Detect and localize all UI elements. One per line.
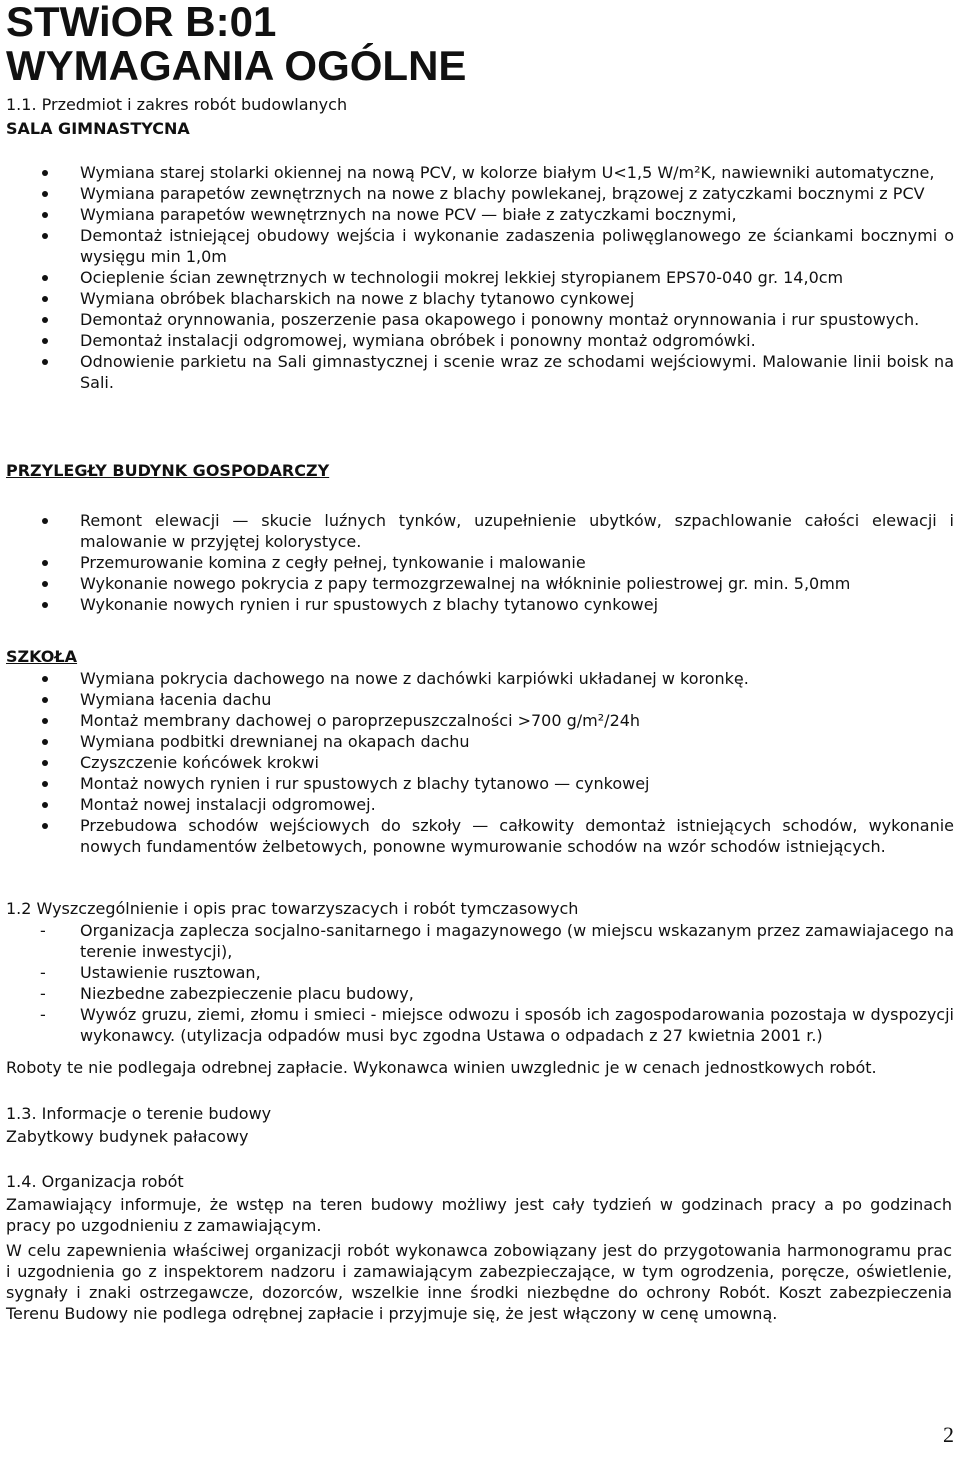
szkola-list	[0, 668, 954, 857]
gosp-list	[0, 510, 954, 615]
list-item	[0, 510, 954, 552]
bullet-icon	[42, 718, 48, 724]
list-item-text: Montaż nowych rynien i rur spustowych z blachy tytanowo — cynkowej	[80, 774, 650, 793]
bullet-icon	[42, 823, 48, 829]
list-item	[0, 1004, 954, 1046]
list-item	[0, 552, 954, 573]
bullet-icon	[42, 781, 48, 787]
list-item-text: Montaż membrany dachowej o paroprzepuszczalności >700 g/m²/24h	[80, 711, 641, 730]
section-1-3-heading: 1.3. Informacje o terenie budowy	[6, 1104, 272, 1123]
sala-heading: SALA GIMNASTYCNA	[6, 119, 190, 138]
szkola-heading-text: SZKOŁA	[6, 647, 78, 666]
list-item	[0, 920, 954, 962]
gosp-heading-text: PRZYLEGŁY BUDYNK GOSPODARCZY	[6, 461, 330, 480]
bullet-icon	[42, 359, 48, 365]
list-item	[0, 204, 954, 225]
gosp-heading	[6, 460, 329, 481]
bullet-icon	[42, 338, 48, 344]
list-item-text: Organizacja zaplecza socjalno-sanitarnego i magazynowego (w miejscu wskazanym przez zamawiajacego na terenie inwestycji),	[80, 921, 954, 961]
list-item-text: Montaż nowej instalacji odgromowej.	[80, 795, 376, 814]
bullet-icon	[42, 296, 48, 302]
list-item-text: Demontaż istniejącej obudowy wejścia i wykonanie zadaszenia poliwęglanowego ze ściankami bocznymi o wysięgu min 1,0m	[80, 226, 954, 266]
list-item-text: Niezbedne zabezpieczenie placu budowy,	[80, 984, 414, 1003]
list-item	[0, 710, 954, 731]
bullet-icon	[42, 212, 48, 218]
list-item-text: Wymiana parapetów wewnętrznych na nowe PCV — białe z zatyczkami bocznymi,	[80, 205, 737, 224]
list-item-text: Wykonanie nowych rynien i rur spustowych z blachy tytanowo cynkowej	[80, 595, 659, 614]
bullet-icon	[42, 170, 48, 176]
s13-text: Zabytkowy budynek pałacowy	[6, 1127, 249, 1146]
document-title-line2: WYMAGANIA OGÓLNE	[6, 42, 467, 89]
section-1-2-heading: 1.2 Wyszczególnienie i opis prac towarzyszacych i robót tymczasowych	[6, 899, 579, 918]
list-item-text: Demontaż orynnowania, poszerzenie pasa okapowego i ponowny montaż orynnowania i rur spustowych.	[80, 310, 920, 329]
list-item-text: Wymiana podbitki drewnianej na okapach dachu	[80, 732, 470, 751]
bullet-icon	[42, 676, 48, 682]
list-item-text: Wymiana łacenia dachu	[80, 690, 272, 709]
bullet-icon	[42, 739, 48, 745]
dash-icon: -	[40, 921, 46, 940]
list-item-text: Odnowienie parkietu na Sali gimnastycznej i scenie wraz ze schodami wejściowymi. Malowanie linii boisk na Sali.	[80, 352, 954, 392]
list-item-text: Remont elewacji — skucie luźnych tynków, uzupełnienie ubytków, szpachlowanie całości elewacji i malowanie w przyjętej kolorystyce.	[80, 511, 954, 551]
list-item	[0, 773, 954, 794]
list-item-text: Wymiana starej stolarki okiennej na nową PCV, w kolorze białym U<1,5 W/m²K, nawiewniki automatyczne,	[80, 163, 935, 182]
list-item	[0, 351, 954, 393]
bullet-icon	[42, 760, 48, 766]
document-title-line1: STWiOR B:01	[6, 0, 277, 45]
list-item-text: Wymiana pokrycia dachowego na nowe z dachówki karpiówki układanej w koronkę.	[80, 669, 749, 688]
list-item	[0, 668, 954, 689]
list-item-text: Przebudowa schodów wejściowych do szkoły — całkowity demontaż istniejących schodów, wykonanie nowych fundamentów żelbetowych, ponowne wymurowanie schodów na wzór schodów istniejących.	[80, 816, 954, 856]
list-item-text: Wywóz gruzu, ziemi, złomu i smieci - miejsce odwozu i sposób ich zagospodarowania pozostaja w dyspozycji wykonawcy. (utylizacja odpadów musi byc zgodna Ustawa o odpadach z 27 kwietnia 2001 r.)	[80, 1005, 954, 1045]
list-item	[0, 815, 954, 857]
s12-note: Roboty te nie podlegaja odrebnej zapłacie. Wykonawca winien uwzglednic je w cenach jednostkowych robót.	[6, 1058, 877, 1077]
bullet-icon	[42, 317, 48, 323]
szkola-heading	[6, 646, 77, 667]
list-item	[0, 689, 954, 710]
bullet-icon	[42, 697, 48, 703]
bullet-icon	[42, 802, 48, 808]
s14-paragraph-2: W celu zapewnienia właściwej organizacji robót wykonawca zobowiązany jest do przygotowania harmonogramu prac i uzgodnienia go z inspektorem nadzoru i zamawiającym zabezpieczające, w tym ogrodzenia, poręcze, oświetlenie, sygnały i znaki ostrzegawcze, dozorców, wszelkie inne środki niezbędne do ochrony Robót. Koszt zabezpieczenia Terenu Budowy nie podlega odrębnej zapłacie i przyjmuje się, że jest włączony w cenę umowną.	[6, 1241, 952, 1323]
list-item	[0, 225, 954, 267]
bullet-icon	[42, 233, 48, 239]
bullet-icon	[42, 191, 48, 197]
list-item	[0, 309, 954, 330]
bullet-icon	[42, 602, 48, 608]
list-item	[0, 183, 954, 204]
list-item-text: Ustawienie rusztowan,	[80, 963, 261, 982]
section-1-4-heading: 1.4. Organizacja robót	[6, 1172, 184, 1191]
dash-icon: -	[40, 963, 46, 982]
list-item	[0, 594, 954, 615]
list-item-text: Wymiana parapetów zewnętrznych na nowe z blachy powlekanej, brązowej z zatyczkami bocznymi z PCV	[80, 184, 925, 203]
list-item	[0, 573, 954, 594]
list-item-text: Wymiana obróbek blacharskich na nowe z blachy tytanowo cynkowej	[80, 289, 635, 308]
list-item	[0, 330, 954, 351]
list-item-text: Ocieplenie ścian zewnętrznych w technologii mokrej lekkiej styropianem EPS70-040 gr. 14,0cm	[80, 268, 844, 287]
s12-list	[0, 920, 954, 1046]
bullet-icon	[42, 560, 48, 566]
dash-icon: -	[40, 1005, 46, 1024]
list-item	[0, 794, 954, 815]
list-item-text: Wykonanie nowego pokrycia z papy termozgrzewalnej na włókninie poliestrowej gr. min. 5,0mm	[80, 574, 851, 593]
section-1-1-heading: 1.1. Przedmiot i zakres robót budowlanych	[6, 95, 348, 114]
list-item-text: Demontaż instalacji odgromowej, wymiana obróbek i ponowny montaż odgromówki.	[80, 331, 756, 350]
list-item	[0, 731, 954, 752]
list-item-text: Czyszczenie końcówek krokwi	[80, 753, 319, 772]
page-number: 2	[943, 1422, 954, 1447]
bullet-icon	[42, 581, 48, 587]
s14-paragraph-1: Zamawiający informuje, że wstęp na teren budowy możliwy jest cały tydzień w godzinach pracy a po godzinach pracy po uzgodnieniu z zamawiającym.	[6, 1195, 952, 1235]
list-item	[0, 983, 954, 1004]
list-item	[0, 752, 954, 773]
list-item	[0, 267, 954, 288]
bullet-icon	[42, 518, 48, 524]
list-item	[0, 962, 954, 983]
list-item	[0, 162, 954, 183]
dash-icon: -	[40, 984, 46, 1003]
bullet-icon	[42, 275, 48, 281]
list-item	[0, 288, 954, 309]
list-item-text: Przemurowanie komina z cegły pełnej, tynkowanie i malowanie	[80, 553, 586, 572]
sala-list	[0, 162, 954, 393]
